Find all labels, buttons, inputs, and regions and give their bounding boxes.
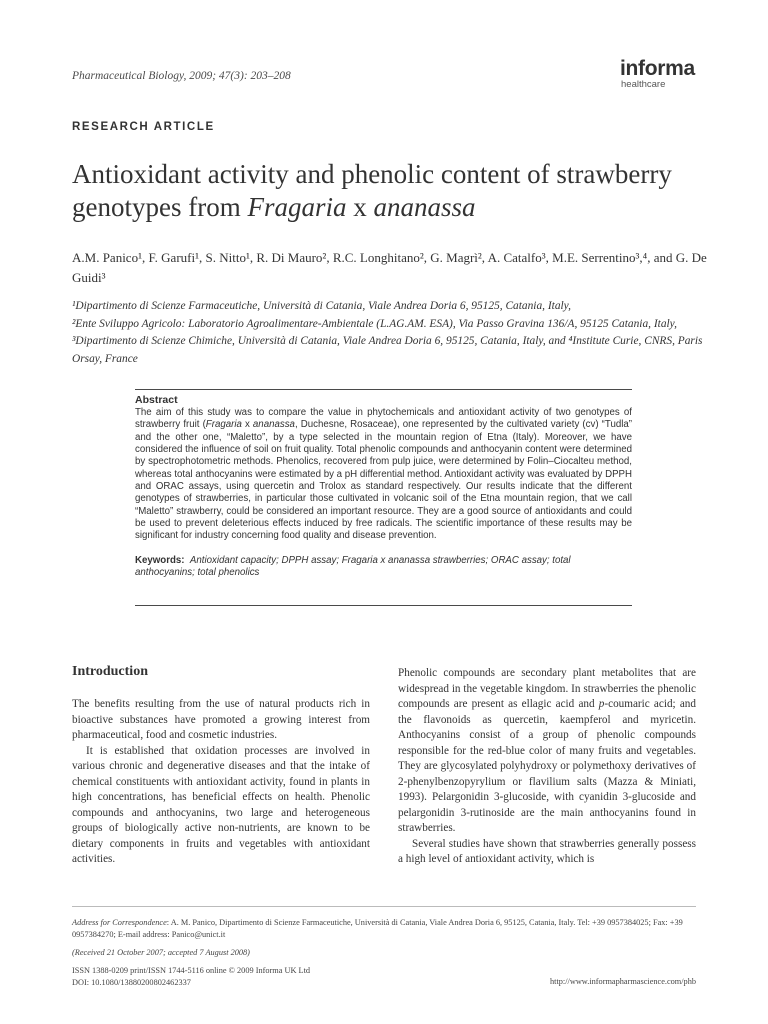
correspondence-label: Address for Correspondence: [72, 918, 167, 927]
paragraph: Several studies have shown that strawberries generally possess a high level of antioxidant activity, which is: [398, 837, 696, 865]
journal-url-link[interactable]: http://www.informapharmascience.com/phb: [550, 977, 696, 986]
abstract-part-1: The aim of this study was to compare the value in phytochemicals and antioxidant activity of two genotypes of strawberry fruit (: [135, 407, 632, 431]
title-genus: Fragaria: [247, 192, 347, 222]
abstract-bottom-rule: [135, 605, 632, 606]
title-line-1: Antioxidant activity and phenolic content of strawberry: [72, 159, 672, 189]
paragraph-part: Phenolic compounds are secondary plant metabolites that are widespread in the vegetable kingdom. In strawberries the phenolic compounds are present as ellagic acid and: [398, 667, 696, 710]
paragraph: [398, 666, 696, 837]
affiliations: [72, 298, 712, 368]
article-title: [72, 158, 712, 224]
left-column: [72, 697, 370, 868]
correspondence-note: [72, 917, 696, 940]
section-heading-introduction: Introduction: [72, 664, 148, 679]
issn-block: [72, 965, 310, 988]
abstract-part-2: x: [241, 419, 253, 431]
paragraph: The benefits resulting from the use of natural products rich in bioactive substances have promoted a growing interest from pharmaceutical, food and cosmetic industries.: [72, 698, 370, 741]
paragraph-italic: p: [598, 698, 605, 710]
author-list: A.M. Panico¹, F. Garufi¹, S. Nitto¹, R. Di Mauro², R.C. Longhitano², G. Magrì², A. Catalfo³, M.E. Serrentino³,⁴, and G. De Guidi³: [72, 250, 707, 285]
abstract-part-3: , Duchesne, Rosaceae), one represented by the cultivated variety (cv) “Tudla” and the other one, “Maletto”, by a type selected in the mountain region of Etna (Italy). Moreover, we have considered the influence of soil on fruit quality. Total phenolic compounds and anthocyanin content were determined by spectrophotometric methods. Phenolics, recovered from pulp juice, were determined by Folin–Ciocalteu method, whereas total anthocyanins were estimated by a pH differential method. Antioxidant activity was evaluated by DPPH and ORAC assays, using quercetin and Trolox as standard respectively. Our results indicate that the different genotypes of strawberries, in particular those cultivated in volcanic soil of the Etna mountain region, that we call “Maletto” strawberry, could be considered an important resource. They are a good source of antioxidants and could be used to prevent deleterious effects induced by free radicals. The scientific importance of these results may be significant for industry concerning food quality and disease prevention.: [135, 419, 632, 542]
title-line-2-mid: x: [346, 192, 374, 222]
abstract-top-rule: [135, 389, 632, 390]
footer-rule: [72, 906, 696, 907]
paragraph-part: -coumaric acid; and the flavonoids as quercetin, kaempferol and myricetin. Anthocyanins consist of a group of phenolic compounds responsible for the red-blue color of many fruits and vegetables. They are glycosylated polyhydroxy or polymethoxy derivatives of 2-phenylbenzopyrylium or flavilium salts (Mazza & Miniati, 1993). Pelargonidin 3-glucoside, with cyanidin 3-glucoside and pelargonidin 3-rutinoside are the main anthocyanins found in strawberries.: [398, 698, 696, 834]
logo-wordmark: informa: [620, 57, 695, 80]
paragraph: It is established that oxidation processes are involved in various chronic and degenerative diseases and that the intake of chemical constituents with antioxidant activity, found in plants in high concentrations, has beneficial effects on health. Phenolic compounds and anthocyanins, two large and heterogeneous groups of biologically active non-nutrients, are known to be dietary components in fruits and vegetables with antioxidant activities.: [72, 744, 370, 865]
title-line-2-pre: genotypes from: [72, 192, 248, 222]
correspondence-text: : A. M. Panico, Dipartimento di Scienze Farmaceutiche, Università di Catania, Viale Andrea Doria 6, 95125, Catania, Italy. Tel: +39 0957384025; Fax: +39 0957384270; E-mail address: Panico@unict.it: [72, 918, 683, 939]
abstract-species: ananassa: [252, 419, 295, 431]
abstract-text: [135, 407, 632, 543]
abstract-heading: Abstract: [135, 394, 178, 406]
keywords-text: Antioxidant capacity; DPPH assay; Fragaria x ananassa strawberries; ORAC assay; total anthocyanins; total phenolics: [135, 554, 571, 579]
right-column: [398, 666, 696, 868]
keywords-label: Keywords:: [135, 554, 185, 566]
publisher-logo: [620, 58, 695, 90]
logo-subtitle: healthcare: [621, 79, 666, 90]
affiliation-2: ²Ente Sviluppo Agricolo: Laboratorio Agroalimentare-Ambientale (L.AG.AM. ESA), Via Passo Gravina 136/A, 95125 Catania, Italy, ³Dipartimento di Scienze Chimiche, Università di Catania, Viale Andrea Doria 6, 95125, Catania, Italy, and ⁴Institute Curie, CNRS, Paris Orsay, France: [72, 317, 703, 365]
keywords: [135, 555, 632, 580]
doi-line: DOI: 10.1080/13880200802462337: [72, 977, 191, 987]
title-species: ananassa: [373, 192, 476, 222]
journal-citation: Pharmaceutical Biology, 2009; 47(3): 203–208: [72, 70, 291, 82]
affiliation-1: ¹Dipartimento di Scienze Farmaceutiche, Università di Catania, Viale Andrea Doria 6, 95125, Catania, Italy,: [72, 300, 571, 312]
article-type-label: RESEARCH ARTICLE: [72, 121, 215, 133]
abstract-genus: Fragaria: [205, 419, 242, 431]
received-dates: (Received 21 October 2007; accepted 7 August 2008): [72, 948, 250, 957]
issn-line: ISSN 1388-0209 print/ISSN 1744-5116 online © 2009 Informa UK Ltd: [72, 966, 311, 975]
abstract-box: [135, 394, 632, 579]
